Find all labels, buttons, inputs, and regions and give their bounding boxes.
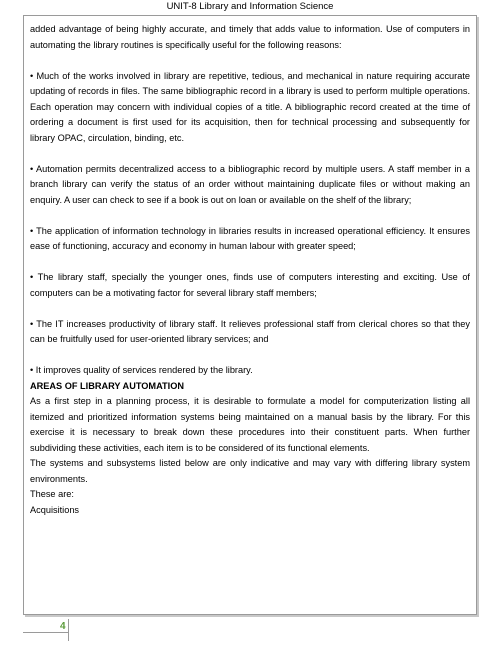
page-number: 4 <box>60 621 66 632</box>
paragraph-gap <box>30 255 470 271</box>
intro-paragraph: added advantage of being highly accurate, and timely that adds value to information. Use of computers in automating the library routines is specifically useful for the following reasons: <box>30 24 470 50</box>
bullet-decentralized-access: • Automation permits decentralized access to a bibliographic record by multiple users. A staff member in a branch library can verify the status of an order without maintaining duplicate files or without making an enquiry. A user can check to see if a book is out on loan or available on the shelf of the library; <box>30 163 470 205</box>
footer-divider <box>68 619 69 641</box>
bullet-repetitive-work: • Much of the works involved in library are repetitive, tedious, and mechanical in nature requiring accurate updating of records in files. The same bibliographic record in a library is used to perform multiple operations. Each operation may concern with individual copies of a title. A bibliographic record created at the time of ordering a document is first used for its acquisition, then for technical processing and subsequently for library OPAC, circulation, binding, etc. <box>30 70 470 143</box>
paragraph-gap <box>30 301 470 317</box>
acquisitions-line: Acquisitions <box>30 504 80 515</box>
bullet-service-quality: • It improves quality of services rendered by the library. <box>30 365 253 375</box>
planning-paragraph: As a first step in a planning process, it is desirable to formulate a model for computerization listing all itemized and prioritized information systems being maintained on a manual basis by the library. For this exercise it is necessary to break down these procedures into their constituent parts. When further subdividing these activities, each item is to be considered of its functional elements. <box>30 396 470 453</box>
paragraph-gap <box>30 53 470 69</box>
bullet-staff-motivation: • The library staff, specially the younger ones, finds use of computers interesting and exciting. Use of computers can be a motivating factor for several library staff members; <box>30 272 470 298</box>
page-content <box>30 22 470 518</box>
systems-paragraph: The systems and subsystems listed below are only indicative and may vary with differing library system environments. <box>30 458 470 484</box>
paragraph-gap <box>30 348 470 364</box>
section-heading: AREAS OF LIBRARY AUTOMATION <box>30 380 184 391</box>
paragraph-gap <box>30 146 470 162</box>
bullet-productivity: • The IT increases productivity of library staff. It relieves professional staff from clerical chores so that they can be fruitfully used for user-oriented library services; and <box>30 318 470 344</box>
running-header: UNIT-8 Library and Information Science <box>166 1 334 12</box>
these-are-line: These are: <box>30 489 74 499</box>
bullet-operational-efficiency: • The application of information technology in libraries results in increased operational efficiency. It ensures ease of functioning, accuracy and economy in human labour with greater speed; <box>30 225 470 251</box>
paragraph-gap <box>30 208 470 224</box>
footer-rule <box>23 632 69 633</box>
